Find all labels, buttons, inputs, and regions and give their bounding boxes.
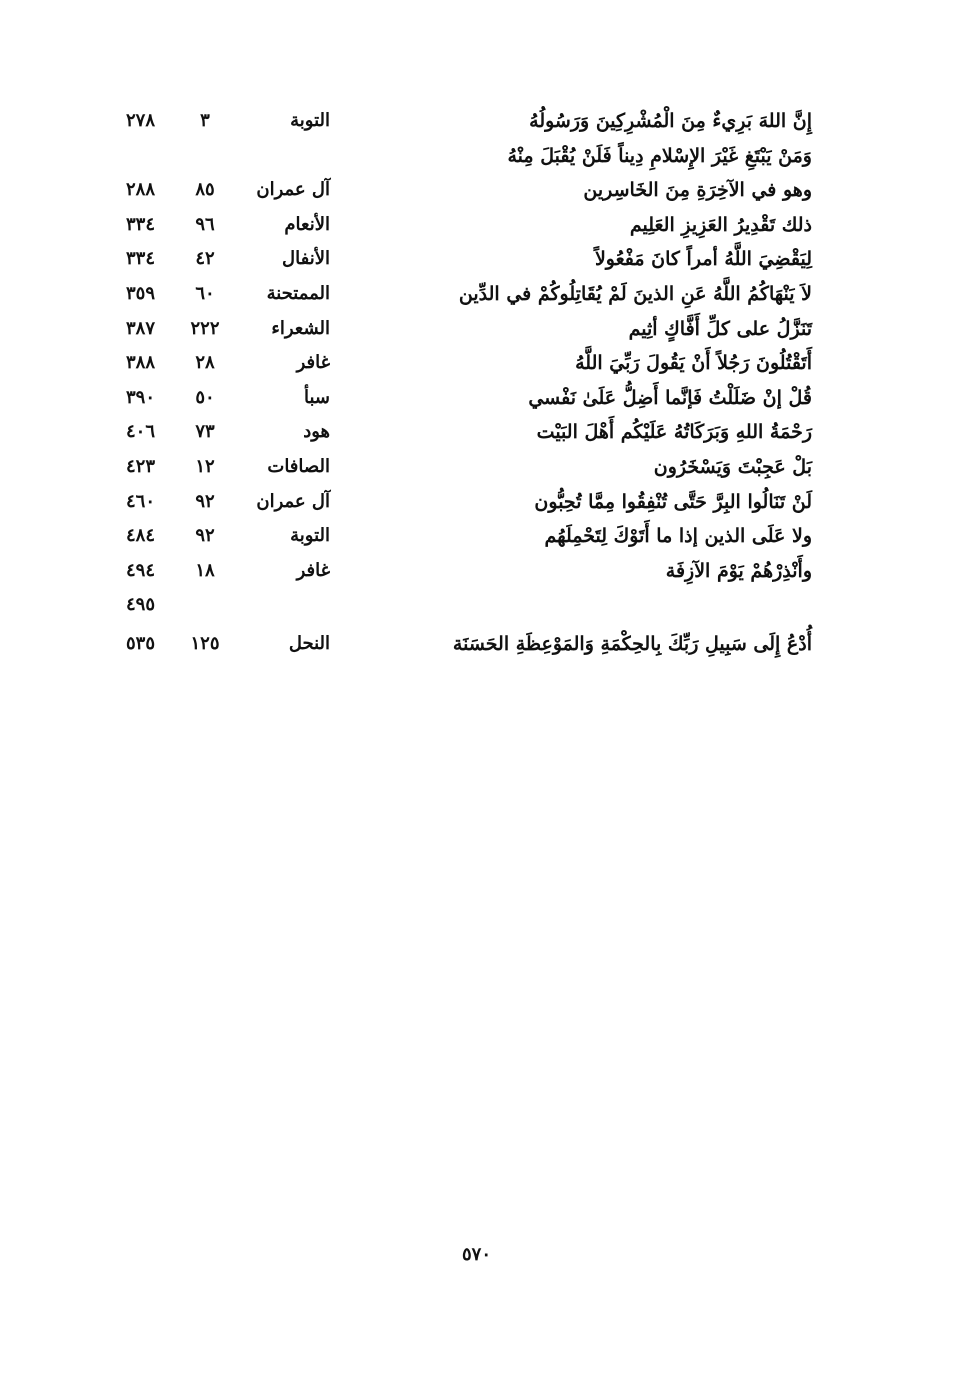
index-row [100, 346, 820, 381]
ayah-number: ٢٢٢ [190, 317, 220, 339]
verse-text: ذلك تَقْدِيرُ العَزِيزِ العَلِيم [629, 213, 812, 236]
surah-name: النحل [288, 632, 330, 654]
verse-text: وأَنْذِرْهُمْ يَوْمَ الآزِفَة [665, 559, 812, 582]
page-reference: ٥٣٥ [125, 632, 155, 654]
page-reference: ٢٨٨ [125, 179, 155, 201]
surah-name: الأنعام [284, 213, 330, 235]
surah-name: آل عمران [256, 490, 330, 512]
ayah-number: ٢٨ [195, 352, 215, 374]
ayah-number: ٣ [200, 110, 210, 131]
page-reference: ٣٩٠ [125, 386, 155, 408]
index-row [100, 450, 820, 485]
ayah-number: ٥٠ [195, 386, 215, 408]
index-row [100, 415, 820, 450]
surah-name: الأنفال [282, 248, 330, 270]
surah-name: سبأ [304, 386, 330, 408]
page-reference: ٤٦٠ [125, 490, 155, 512]
index-row [100, 588, 820, 623]
verse-text: وهو في الآخِرَةِ مِنَ الخَاسِرين [583, 179, 812, 202]
index-row [100, 208, 820, 243]
index-row [100, 519, 820, 554]
verse-text: بَلْ عَجِبْتَ وَيَسْخَرُون [653, 455, 812, 478]
index-row [100, 485, 820, 520]
page-reference: ٤٩٤ [125, 559, 155, 581]
page-reference: ٣٨٧ [125, 317, 155, 339]
ayah-number: ٦٠ [195, 282, 215, 304]
index-row [100, 242, 820, 277]
page-reference: ٣٣٤ [125, 213, 155, 235]
ayah-number: ٩٢ [195, 490, 215, 512]
index-row [100, 173, 820, 208]
verse-text: وَمَنْ يَبْتَغِ غَيْرَ الإِسْلامِ دِيناً فَلَنْ يُقْبَلَ مِنْهُ [507, 144, 812, 167]
verse-text: تَنَزَّلُ على كلِّ أَفَّاكٍ أثِيم [628, 317, 812, 340]
surah-name: آل عمران [256, 179, 330, 201]
index-row [100, 623, 820, 665]
ayah-number: ٩٦ [195, 213, 215, 235]
surah-name: التوبة [290, 110, 330, 131]
index-row [100, 139, 820, 174]
page-reference: ٣٨٨ [125, 352, 155, 374]
verse-text: أُدْعُ إِلَى سَبِيلِ رَبِّكَ بِالحِكْمَةِ وَالمَوْعِظَةِ الحَسَنَة [452, 632, 812, 655]
page-reference: ٣٣٤ [125, 248, 155, 270]
verse-text: لِيَقْضِيَ اللَّهُ أمراً كانَ مَفْعُولاً [594, 248, 812, 271]
ayah-number: ١٢ [195, 455, 215, 477]
ayah-number: ٨٥ [195, 179, 215, 201]
index-row [100, 554, 820, 589]
verse-text: أَتَقْتُلُونَ رَجُلاً أَنْ يَقُولَ رَبِّيَ اللَّهُ [575, 352, 812, 375]
surah-name: هود [303, 421, 330, 443]
surah-name: التوبة [290, 525, 330, 547]
verse-text: لَنْ تَنَالُوا البِرَّ حَتَّى تُنْفِقُوا مِمَّا تُحِبُّون [534, 490, 812, 513]
index-row [100, 381, 820, 416]
verse-index-table [100, 104, 820, 665]
page-reference: ٤٩٥ [125, 594, 155, 616]
page-reference: ٤٢٣ [125, 455, 155, 477]
ayah-number: ٩٢ [195, 525, 215, 547]
ayah-number: ١٢٥ [190, 632, 220, 654]
verse-text: رَحْمَةُ اللهِ وَبَرَكَاتُهُ عَلَيْكُم أَهْلَ البَيْت [536, 421, 812, 444]
index-row [100, 312, 820, 347]
verse-text: إِنَّ اللهَ بَرِيءٌ مِنَ الْمُشْرِكِينَ وَرَسُولُهُ [529, 110, 812, 132]
page-number: ٥٧٠ [461, 1244, 491, 1265]
surah-name: غافر [296, 352, 330, 374]
verse-text: لاَ يَنْهَاكُمُ اللَّهُ عَنِ الذينَ لَمْ يُقَاتِلُوكُمْ في الدِّين [458, 282, 812, 305]
surah-name: الشعراء [271, 317, 330, 339]
page-reference: ٤٨٤ [125, 525, 155, 547]
ayah-number: ١٨ [195, 559, 215, 581]
page-reference: ٢٧٨ [125, 110, 155, 131]
index-row [100, 104, 820, 139]
verse-text: ولا عَلَى الذين إذا ما أَتَوْكَ لِتَحْمِلَهُم [544, 525, 812, 548]
surah-name: غافر [296, 559, 330, 581]
verse-text: قُلْ إنْ ضَلَلْتُ فَإنَّما أَضِلُّ عَلَىٰ نَفْسي [528, 386, 812, 409]
surah-name: الممتحنة [266, 282, 330, 304]
page-reference: ٣٥٩ [125, 282, 155, 304]
page-reference: ٤٠٦ [125, 421, 155, 443]
index-row [100, 277, 820, 312]
ayah-number: ٧٣ [195, 421, 215, 443]
surah-name: الصافات [267, 455, 330, 477]
ayah-number: ٤٢ [195, 248, 215, 270]
